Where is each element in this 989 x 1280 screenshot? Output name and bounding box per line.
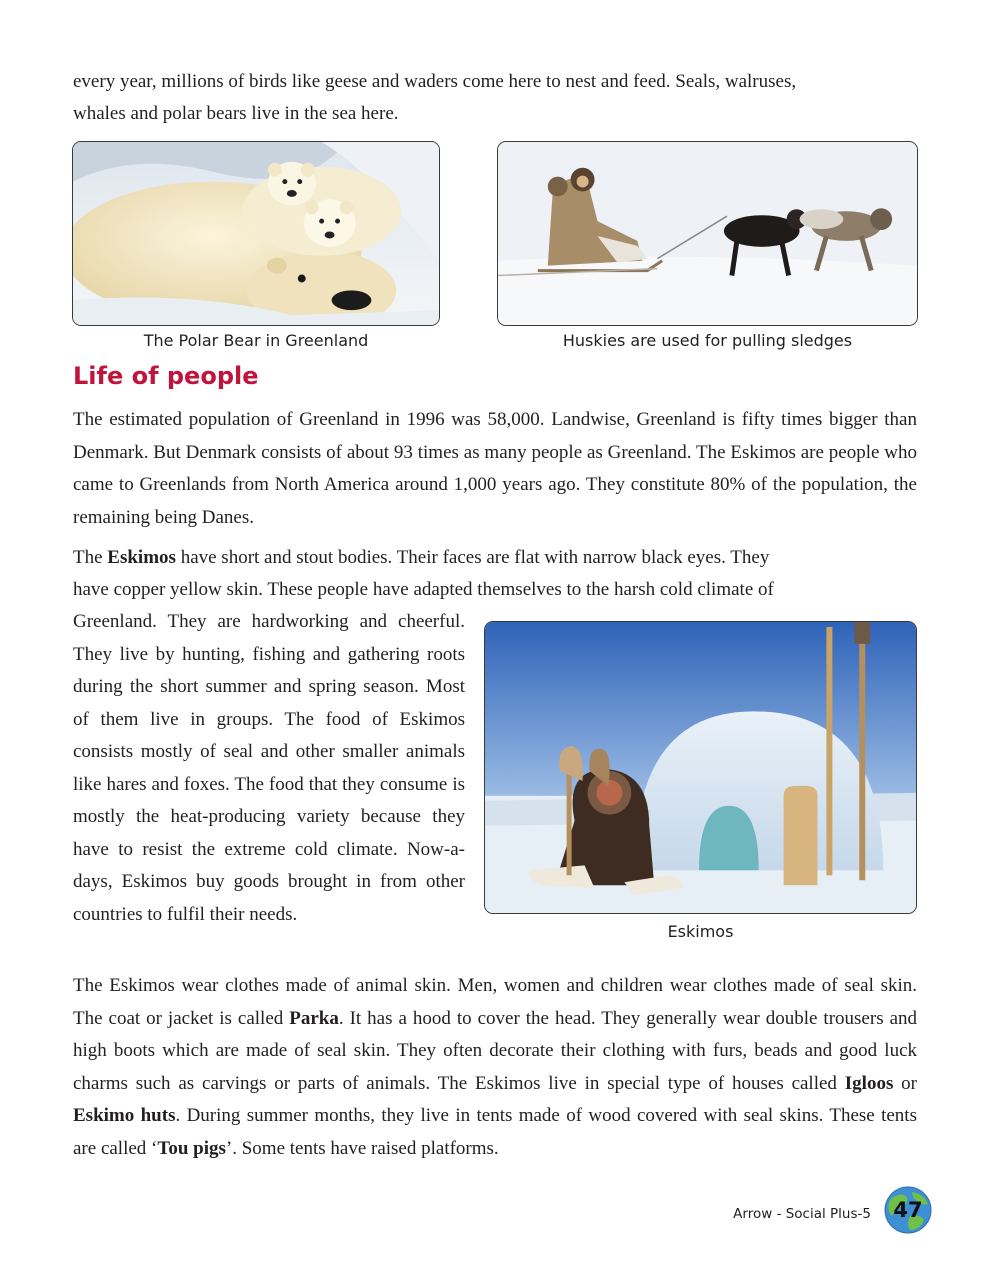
text-line1-rest: have short and stout bodies. Their faces are flat with narrow black eyes. They bbox=[175, 547, 770, 568]
paragraph-eskimos-wrapped: Greenland. They are hardworking and cheerful. They live by hunting, fishing and gathering roots during the short summer and spring season. Most of them live in groups. The food of Eskimos consists mostly of seal and other smaller animals like hares and foxes. The food that they consume is mostly the heat-producing variety because they have to resist the extreme cold climate. Now-a-days, Eskimos buy goods brought in from other countries to fulfil their needs. bbox=[73, 611, 465, 925]
polar-bear-photo bbox=[72, 141, 440, 326]
paragraph-eskimos-line-1 bbox=[73, 542, 917, 575]
text-clothing-3: . During summer months, they live in tents made of wood covered with seal skins. These tents are called ‘ bbox=[73, 1105, 917, 1159]
huskies-caption: Huskies are used for pulling sledges bbox=[562, 331, 853, 350]
text-clothing-4: ’. Some tents have raised platforms. bbox=[225, 1137, 499, 1159]
bold-eskimo-huts: Eskimo huts bbox=[73, 1105, 176, 1126]
intro-line-1: every year, millions of birds like geese and waders come here to nest and feed. Seals, walruses, bbox=[73, 71, 797, 92]
polar-bear-caption: The Polar Bear in Greenland bbox=[143, 331, 369, 350]
eskimos-caption: Eskimos bbox=[667, 922, 734, 941]
page-number: 47 bbox=[893, 1198, 923, 1222]
book-title: Arrow - Social Plus-5 bbox=[733, 1206, 871, 1222]
intro-line-2: whales and polar bears live in the sea here. bbox=[73, 103, 399, 124]
bold-eskimos: Eskimos bbox=[107, 547, 176, 568]
section-heading: Life of people bbox=[73, 362, 259, 390]
text-the: The bbox=[73, 547, 108, 568]
paragraph-clothing-houses bbox=[73, 970, 917, 1165]
huskies-photo bbox=[497, 141, 918, 326]
eskimos-photo bbox=[484, 621, 917, 914]
bold-parka: Parka bbox=[289, 1007, 339, 1029]
bold-tou-pigs: Tou pigs bbox=[157, 1137, 226, 1159]
paragraph-eskimos-line-2: have copper yellow skin. These people have adapted themselves to the harsh cold climate of bbox=[73, 579, 774, 600]
paragraph-population: The estimated population of Greenland in 1996 was 58,000. Landwise, Greenland is fifty times bigger than Denmark. But Denmark consists of about 93 times as many people as Greenland. The Eskimos are people who came to Greenlands from North America around 1,000 years ago. They constitute 80% of the population, the remaining being Danes. bbox=[73, 409, 917, 528]
text-clothing-1: The Eskimos wear clothes made of animal skin. Men, women and children wear clothes made of seal skin. The coat or jacket is called bbox=[73, 975, 917, 1029]
text-or: or bbox=[893, 1072, 918, 1094]
text-clothing-2: . It has a hood to cover the head. They generally wear double trousers and high boots which are made of seal skin. They often decorate their clothing with furs, beads and good luck charms such as carvings or parts of animals. The Eskimos live in special type of houses called bbox=[73, 1007, 917, 1094]
bold-igloos: Igloos bbox=[844, 1072, 894, 1094]
